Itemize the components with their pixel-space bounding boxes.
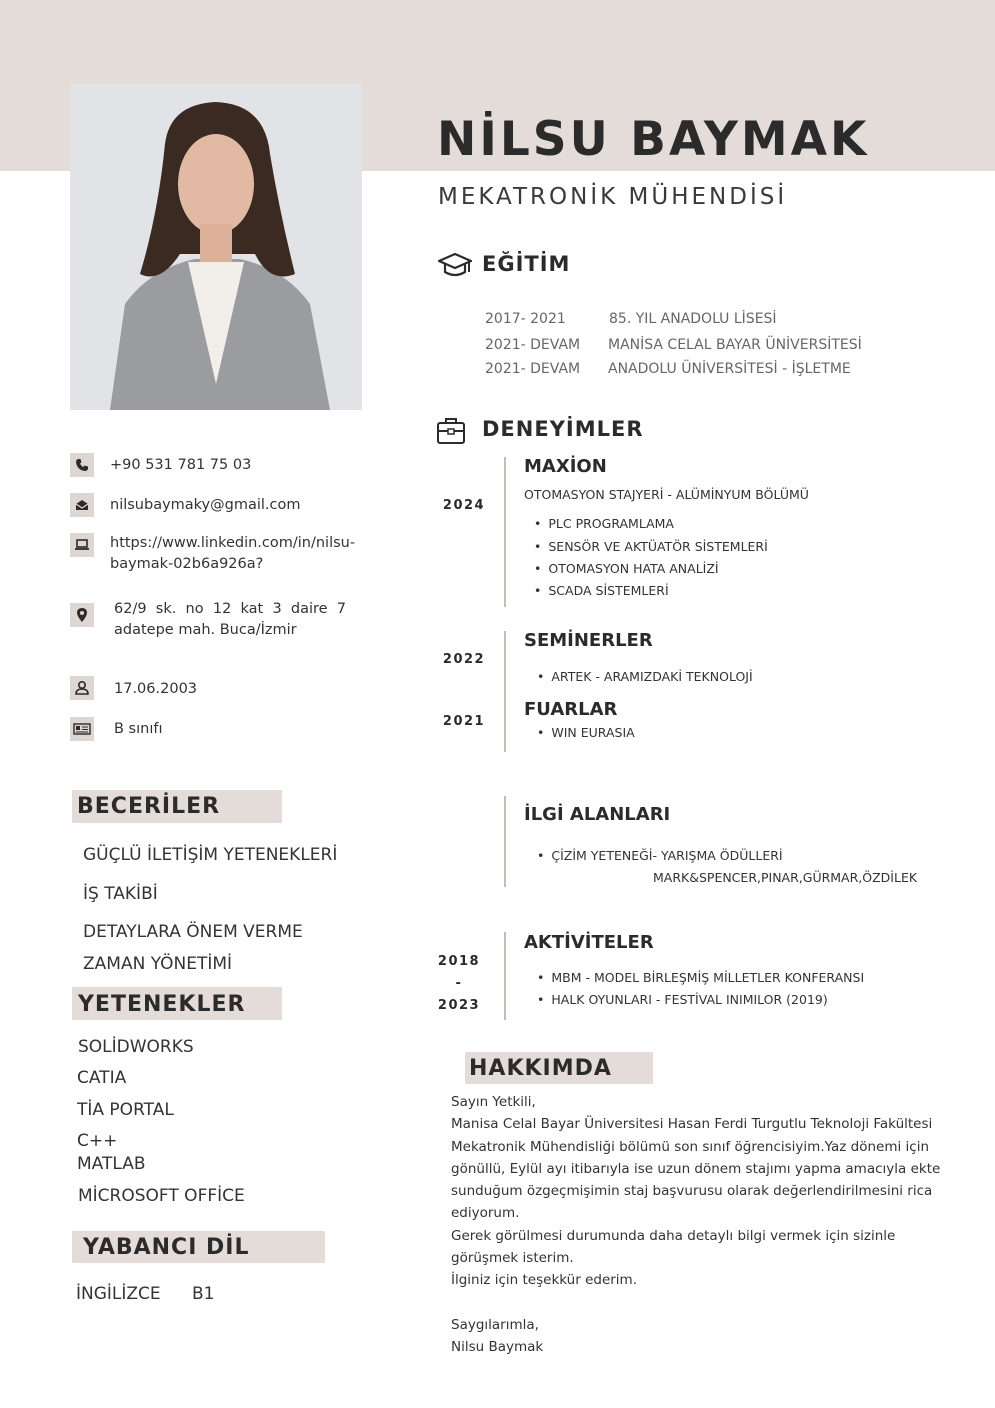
about-line: Sayın Yetkili,: [451, 1094, 536, 1110]
abilities-heading: YETENEKLER: [78, 992, 246, 1017]
education-school: ANADOLU ÜNİVERSİTESİ - İŞLETME: [608, 361, 851, 377]
ability-item: MİCROSOFT OFFİCE: [78, 1186, 245, 1206]
seminars-heading: SEMİNERLER: [524, 630, 653, 651]
linkedin-line: https://www.linkedin.com/in/nilsu-: [110, 535, 356, 551]
skill-item: DETAYLARA ÖNEM VERME: [83, 922, 303, 942]
phone-icon: [70, 453, 94, 477]
location-pin-icon: [70, 603, 94, 627]
education-row: [485, 311, 777, 327]
timeline-line: [504, 457, 506, 607]
address: [114, 599, 374, 641]
graduation-cap-icon: [437, 250, 473, 285]
interests-heading: İLGİ ALANLARI: [524, 804, 671, 825]
activity-year-end: 2023: [437, 998, 481, 1013]
language-name: İNGİLİZCE: [76, 1284, 161, 1304]
experience-year: 2024: [442, 498, 486, 513]
about-line: ediyorum.: [451, 1205, 520, 1222]
education-row: [485, 337, 862, 353]
list-item: • MBM - MODEL BİRLEŞMİŞ MİLLETLER KONFERANSI: [537, 970, 864, 985]
address-line: adatepe mah. Buca/İzmir: [114, 622, 297, 638]
language-level: B1: [192, 1284, 215, 1304]
linkedin-link[interactable]: [110, 533, 355, 575]
skill-item: GÜÇLÜ İLETİŞİM YETENEKLERİ: [83, 845, 338, 865]
timeline-line: [504, 631, 506, 752]
list-item: • SCADA SİSTEMLERİ: [534, 583, 669, 598]
skills-heading: BECERİLER: [77, 794, 221, 819]
education-row: [485, 361, 851, 377]
education-years: 2017- 2021: [485, 311, 566, 327]
linkedin-line: baymak-02b6a926a?: [110, 556, 264, 572]
about-line: görüşmek isterim.: [451, 1250, 574, 1267]
profile-photo: [70, 84, 362, 410]
experience-heading: DENEYİMLER: [482, 417, 644, 441]
email-link[interactable]: nilsubaymaky@gmail.com: [110, 497, 301, 513]
education-heading: EĞİTİM: [482, 252, 571, 276]
about-line: Mekatronik Mühendisliği bölümü son sınıf öğrencisiyim.Yaz dönemi için: [451, 1138, 930, 1155]
envelope-icon: [70, 493, 94, 517]
person-name: NİLSU BAYMAK: [437, 112, 870, 167]
position-title: OTOMASYON STAJYERİ - ALÜMİNYUM BÖLÜMÜ: [524, 487, 809, 502]
job-title: MEKATRONİK MÜHENDİSİ: [438, 184, 788, 210]
education-school: MANİSA CELAL BAYAR ÜNİVERSİTESİ: [608, 337, 862, 353]
activities-heading: AKTİVİTELER: [524, 932, 654, 953]
education-years: 2021- DEVAM: [485, 337, 581, 353]
birth-date: 17.06.2003: [114, 681, 198, 697]
fairs-heading: FUARLAR: [524, 699, 618, 720]
about-line: Saygılarımla,: [451, 1316, 539, 1333]
fair-year: 2021: [442, 714, 486, 729]
id-card-icon: [70, 717, 94, 741]
list-item: • PLC PROGRAMLAMA: [534, 516, 674, 531]
list-item: • WIN EURASIA: [537, 725, 635, 740]
education-years: 2021- DEVAM: [485, 361, 581, 377]
skill-item: İŞ TAKİBİ: [83, 884, 158, 904]
activity-year-start: 2018: [437, 954, 481, 969]
briefcase-icon: [436, 414, 466, 451]
about-heading: HAKKIMDA: [469, 1056, 612, 1081]
ability-item: C++: [77, 1131, 118, 1151]
driver-license: B sınıfı: [114, 721, 163, 737]
activity-year-dash: -: [455, 976, 463, 991]
list-item: • ÇİZİM YETENEĞİ- YARIŞMA ÖDÜLLERİ: [537, 848, 783, 863]
skill-item: ZAMAN YÖNETİMİ: [83, 954, 233, 974]
phone-number[interactable]: +90 531 781 75 03: [110, 457, 252, 473]
list-item: • OTOMASYON HATA ANALİZİ: [534, 561, 719, 576]
about-line: Manisa Celal Bayar Üniversitesi Hasan Ferdi Turgutlu Teknoloji Fakültesi: [451, 1116, 933, 1133]
list-item: • SENSÖR VE AKTÜATÖR SİSTEMLERİ: [534, 539, 768, 554]
address-line: 62/9 sk. no 12 kat 3 daire 7: [114, 601, 347, 617]
ability-item: MATLAB: [77, 1154, 146, 1174]
about-line: gönüllü, Eylül ayı itibarıyla ise uzun dönem stajımı yapma amacıyla ekte: [451, 1160, 941, 1177]
list-item: • HALK OYUNLARI - FESTİVAL INIMILOR (2019): [537, 992, 828, 1007]
ability-item: CATIA: [77, 1068, 127, 1088]
about-line: İlginiz için teşekkür ederim.: [451, 1272, 637, 1289]
timeline-line: [504, 932, 506, 1020]
about-line: sunduğum özgeçmişimin staj başvurusu olarak değerlendirilmesini rica: [451, 1183, 933, 1200]
ability-item: SOLİDWORKS: [78, 1037, 194, 1057]
about-text: [451, 1091, 951, 1359]
seminar-year: 2022: [442, 652, 486, 667]
list-item: • ARTEK - ARAMIZDAKİ TEKNOLOJİ: [537, 669, 753, 684]
languages-heading: YABANCI DİL: [83, 1235, 250, 1260]
person-icon: [70, 676, 94, 700]
timeline-line: [504, 796, 506, 887]
company-name: MAXİON: [524, 456, 607, 477]
education-school: 85. YIL ANADOLU LİSESİ: [609, 311, 777, 327]
interest-detail: MARK&SPENCER,PINAR,GÜRMAR,ÖZDİLEK: [653, 870, 918, 885]
about-line: [451, 1292, 951, 1314]
ability-item: TİA PORTAL: [77, 1100, 174, 1120]
laptop-icon: [70, 533, 94, 557]
about-line: Gerek görülmesi durumunda daha detaylı bilgi vermek için sizinle: [451, 1227, 896, 1244]
about-line: Nilsu Baymak: [451, 1339, 544, 1356]
